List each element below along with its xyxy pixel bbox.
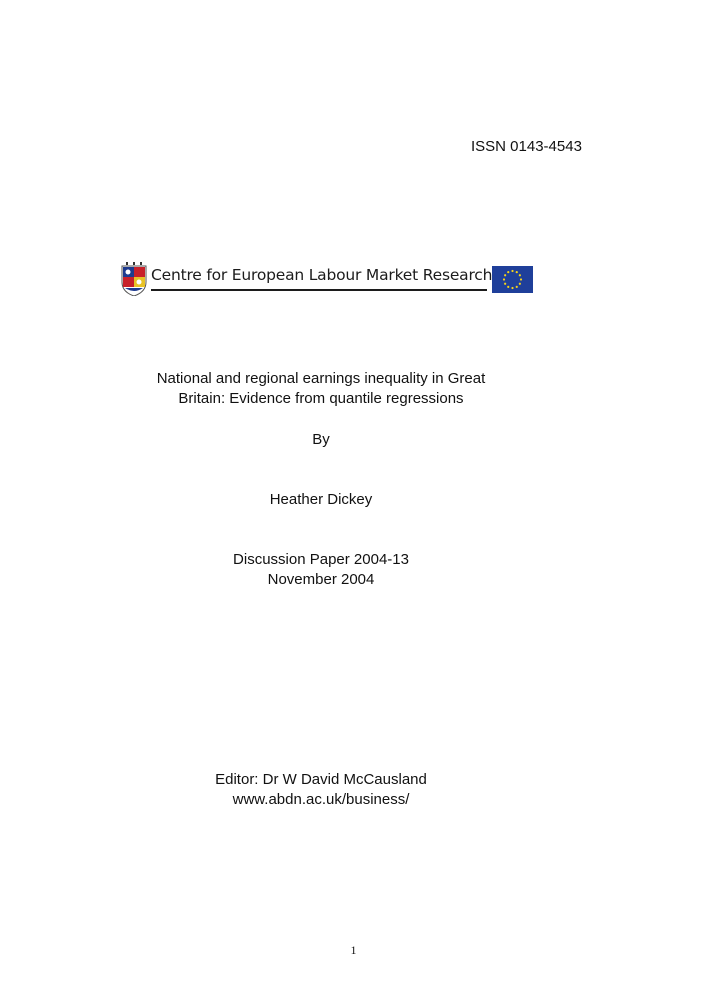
- flag-star-icon: [507, 271, 509, 273]
- eu-flag-icon: [492, 266, 533, 293]
- flag-star-icon: [516, 271, 518, 273]
- flag-star-icon: [516, 286, 518, 288]
- editor-name: Editor: Dr W David McCausland: [215, 771, 427, 788]
- flag-star-icon: [520, 278, 522, 280]
- flag-star-icon: [507, 286, 509, 288]
- title-line-1: National and regional earnings inequality in Great: [156, 370, 486, 387]
- banner-underline: [151, 289, 487, 291]
- page-number: 1: [350, 943, 357, 957]
- centre-banner: [121, 262, 533, 296]
- publication-date: November 2004: [267, 571, 375, 588]
- paper-series-info: [100, 550, 542, 590]
- flag-star-icon: [503, 278, 505, 280]
- title-line-2: Britain: Evidence from quantile regressions: [178, 390, 464, 407]
- editor-url[interactable]: www.abdn.ac.uk/business/: [232, 791, 410, 808]
- centre-name: Centre for European Labour Market Research: [151, 266, 493, 284]
- university-crest-icon: [121, 262, 147, 296]
- flag-star-icon: [519, 283, 521, 285]
- flag-star-icon: [511, 270, 513, 272]
- discussion-paper-number: Discussion Paper 2004-13: [233, 551, 409, 568]
- paper-title: [100, 369, 542, 409]
- flag-star-icon: [519, 274, 521, 276]
- issn-number: ISSN 0143-4543: [471, 138, 582, 155]
- flag-star-icon: [504, 274, 506, 276]
- author-name: Heather Dickey: [269, 491, 373, 508]
- flag-star-icon: [504, 283, 506, 285]
- flag-star-icon: [511, 287, 513, 289]
- editor-info: [100, 770, 542, 810]
- by-label: By: [312, 431, 330, 448]
